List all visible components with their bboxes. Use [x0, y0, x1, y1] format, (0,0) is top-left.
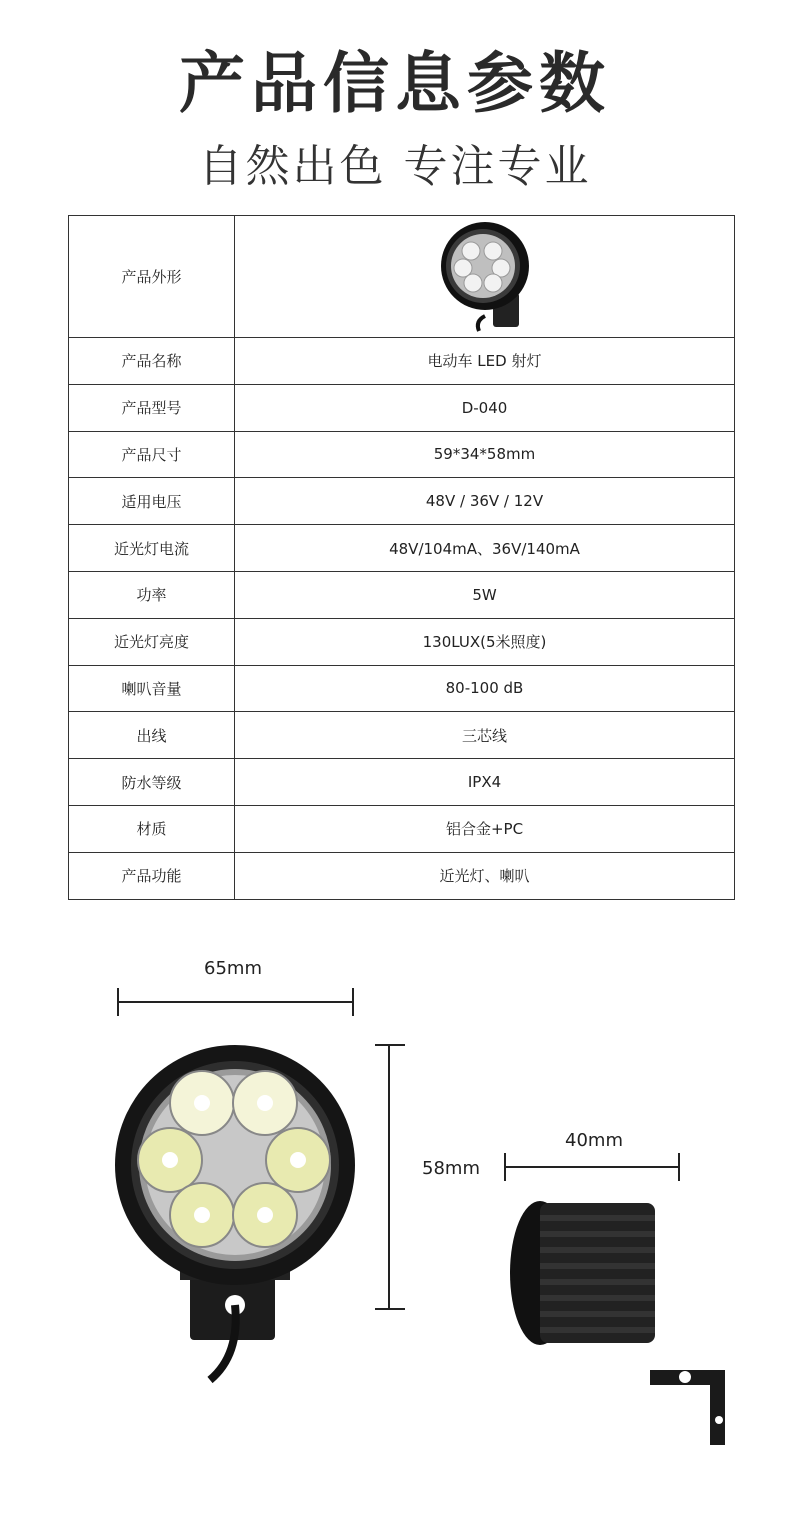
product-side-view — [500, 1195, 750, 1515]
row-label: 防水等级 — [69, 759, 235, 806]
side-depth-tick-left — [504, 1153, 506, 1181]
row-label: 产品功能 — [69, 852, 235, 899]
front-width-label: 65mm — [204, 958, 262, 979]
row-label: 近光灯亮度 — [69, 618, 235, 665]
row-value: 48V / 36V / 12V — [235, 478, 735, 525]
page-title: 产品信息参数 — [179, 45, 611, 122]
table-row — [69, 216, 735, 338]
table-row — [69, 712, 735, 759]
row-value: 80-100 dB — [235, 665, 735, 712]
row-label: 产品型号 — [69, 384, 235, 431]
row-value: 近光灯、喇叭 — [235, 852, 735, 899]
side-depth-tick-right — [678, 1153, 680, 1181]
spec-table — [68, 215, 735, 900]
row-value: 130LUX(5米照度) — [235, 618, 735, 665]
front-height-line — [388, 1045, 390, 1309]
front-width-tick-left — [117, 988, 119, 1016]
table-row — [69, 431, 735, 478]
row-value: 铝合金+PC — [235, 805, 735, 852]
row-value: 三芯线 — [235, 712, 735, 759]
table-row — [69, 759, 735, 806]
table-row — [69, 384, 735, 431]
page-subtitle: 自然出色 专注专业 — [198, 141, 592, 192]
table-row — [69, 571, 735, 618]
row-value: 电动车 LED 射灯 — [235, 338, 735, 385]
row-value: D-040 — [235, 384, 735, 431]
row-label: 适用电压 — [69, 478, 235, 525]
row-value: 48V/104mA、36V/140mA — [235, 525, 735, 572]
front-width-tick-right — [352, 988, 354, 1016]
front-height-label: 58mm — [422, 1158, 480, 1179]
product-front-view — [110, 1035, 360, 1385]
row-label: 产品尺寸 — [69, 431, 235, 478]
row-label: 功率 — [69, 571, 235, 618]
product-thumbnail-cell — [235, 216, 735, 338]
row-label: 喇叭音量 — [69, 665, 235, 712]
row-label: 产品名称 — [69, 338, 235, 385]
front-height-tick-top — [375, 1044, 405, 1046]
row-value: 59*34*58mm — [235, 431, 735, 478]
table-row — [69, 665, 735, 712]
row-value: IPX4 — [235, 759, 735, 806]
table-row — [69, 478, 735, 525]
table-row — [69, 618, 735, 665]
side-depth-label: 40mm — [565, 1130, 623, 1151]
table-row — [69, 852, 735, 899]
table-row — [69, 525, 735, 572]
row-label: 出线 — [69, 712, 235, 759]
table-row — [69, 805, 735, 852]
row-label: 近光灯电流 — [69, 525, 235, 572]
row-label: 产品外形 — [69, 216, 235, 338]
table-row — [69, 338, 735, 385]
row-label: 材质 — [69, 805, 235, 852]
front-height-tick-bottom — [375, 1308, 405, 1310]
product-thumbnail — [435, 221, 535, 333]
front-width-line — [118, 1001, 353, 1003]
side-depth-line — [505, 1166, 679, 1168]
row-value: 5W — [235, 571, 735, 618]
